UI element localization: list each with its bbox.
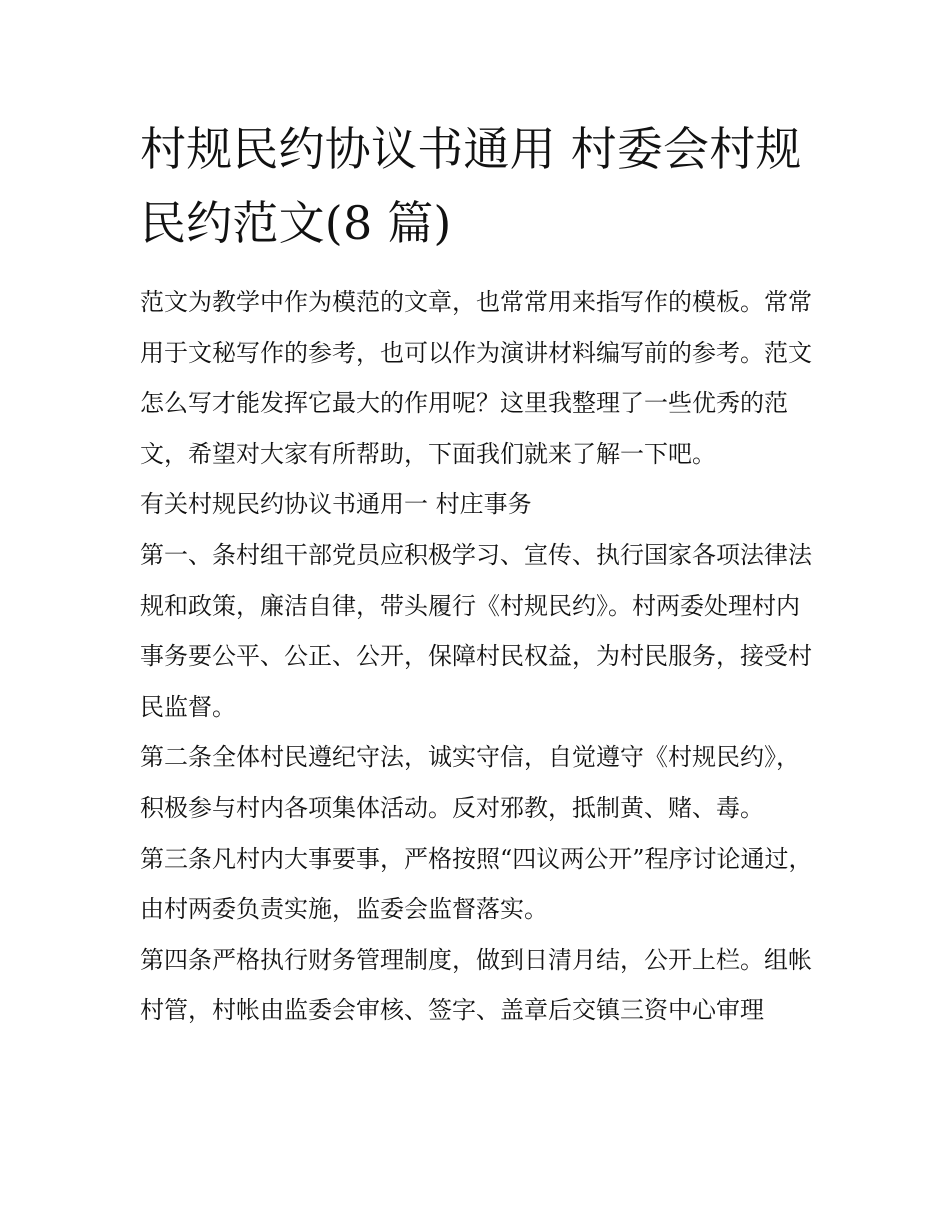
article-2-paragraph: 第二条全体村民遵纪守法，诚实守信，自觉遵守《村规民约》，积极参与村内各项集体活动。反对邪教，抵制黄、赌、毒。 (140, 743, 800, 822)
section-heading: 有关村规民约协议书通用一 村庄事务 (140, 490, 532, 519)
document-body (140, 277, 815, 1036)
document-content (140, 112, 815, 1036)
article-1-paragraph: 第一、条村组干部党员应积极学习、宣传、执行国家各项法律法规和政策，廉洁自律，带头履行《村规民约》。村两委处理村内事务要公平、公正、公开，保障村民权益，为村民服务，接受村民监督。 (140, 540, 812, 721)
article-3-paragraph: 第三条凡村内大事要事，严格按照“四议两公开”程序讨论通过，由村两委负责实施，监委会监督落实。 (140, 844, 813, 924)
document-title: 村规民约协议书通用 村委会村规民约范文(8 篇) (140, 122, 802, 250)
article-4-paragraph: 第四条严格执行财务管理制度，做到日清月结，公开上栏。组帐村管，村帐由监委会审核、签字、盖章后交镇三资中心审理 (140, 945, 812, 1025)
intro-paragraph: 范文为教学中作为模范的文章，也常常用来指写作的模板。常常用于文秘写作的参考，也可以作为演讲材料编写前的参考。范文怎么写才能发挥它最大的作用呢？这里我整理了一些优秀的范文，希望对大家有所帮助，下面我们就来了解一下吧。 (140, 288, 812, 468)
